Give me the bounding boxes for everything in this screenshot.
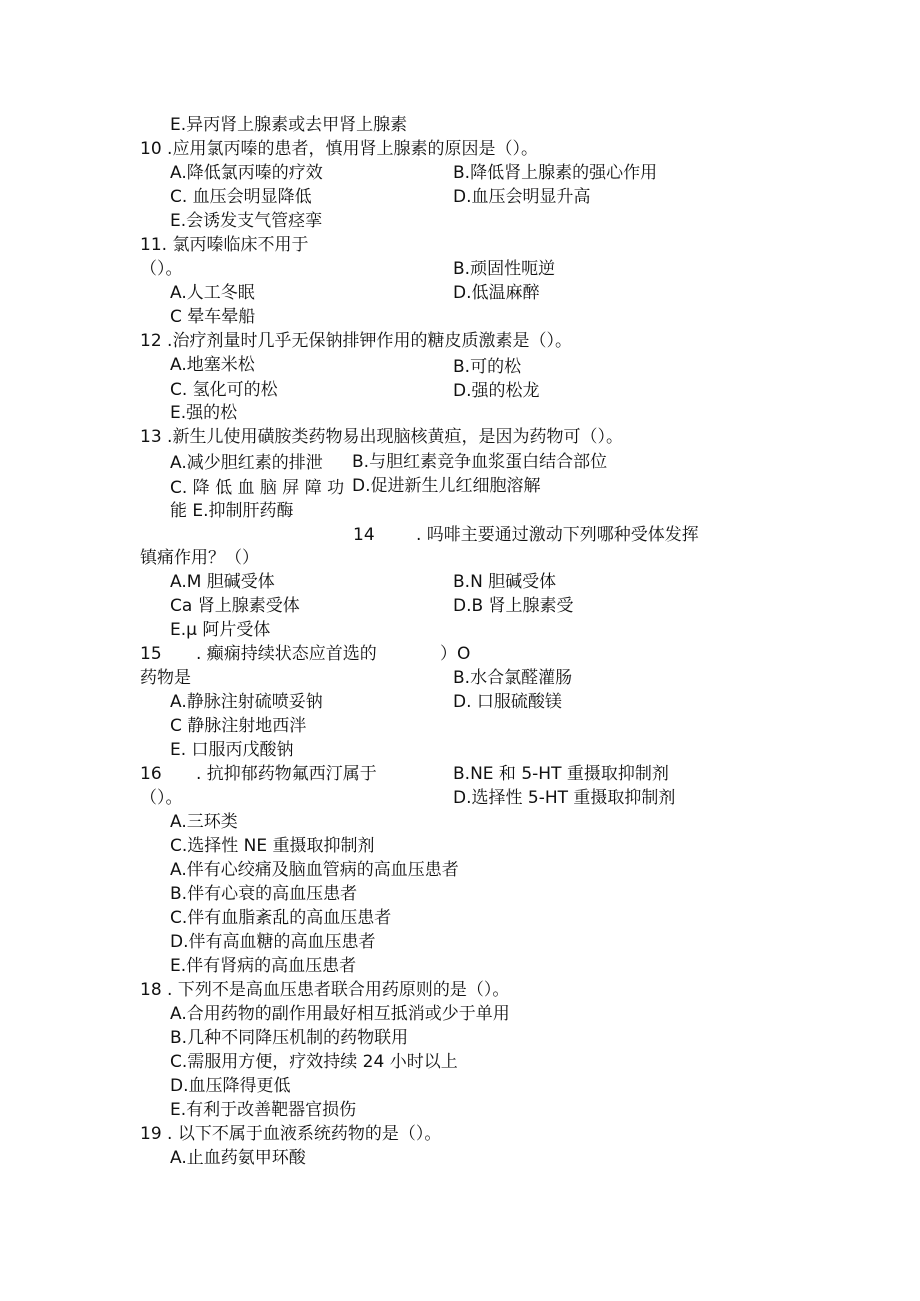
text-line: D.血压会明显升高 — [453, 187, 591, 207]
text-line: A.地塞米松 — [170, 355, 255, 375]
text-line: 13 .新生儿使用磺胺类药物易出现脑核黄疸，是因为药物可（）。 — [140, 427, 623, 447]
text-line: A.止血药氨甲环酸 — [170, 1148, 306, 1168]
text-line: 10 .应用氯丙嗪的患者，慎用肾上腺素的原因是（）。 — [140, 139, 538, 159]
text-line: E.异丙肾上腺素或去甲肾上腺素 — [170, 115, 408, 135]
text-line: D.伴有高血糖的高血压患者 — [170, 932, 376, 952]
text-line: D.血压降得更低 — [170, 1076, 291, 1096]
text-line: 19 . 以下不属于血液系统药物的是（）。 — [140, 1124, 442, 1144]
text-line: A.M 胆碱受体 — [170, 572, 275, 592]
text-line: ）O — [440, 644, 471, 664]
text-line: D.强的松龙 — [453, 381, 540, 401]
text-line: B.顽固性呃逆 — [453, 259, 556, 279]
text-line: C. 氢化可的松 — [170, 380, 278, 400]
text-line: D. 口服硫酸镁 — [453, 692, 562, 712]
text-line: C.伴有血脂紊乱的高血压患者 — [170, 908, 392, 928]
text-line: A.三环类 — [170, 812, 238, 832]
text-line: D.低温麻醉 — [453, 283, 540, 303]
text-line: A.减少胆红素的排泄 — [170, 453, 323, 473]
text-line: . 癫痫持续状态应首选的 — [196, 644, 377, 664]
text-line: （）。 — [140, 259, 183, 279]
text-line: B.水合氯醛灌肠 — [453, 668, 573, 688]
text-line: E.强的松 — [170, 403, 238, 423]
text-line: 14 — [353, 525, 375, 545]
text-line: A.静脉注射硫喷妥钠 — [170, 692, 323, 712]
text-line: E.伴有肾病的高血压患者 — [170, 956, 357, 976]
text-line: Ca 肾上腺素受体 — [170, 596, 300, 616]
text-line: C 晕车晕船 — [170, 307, 256, 327]
text-line: . 吗啡主要通过激动下列哪种受体发挥 — [416, 525, 699, 545]
text-line: 18 . 下列不是高血压患者联合用药原则的是（）。 — [140, 980, 510, 1000]
text-line: C 静脉注射地西泮 — [170, 716, 307, 736]
text-line: D.促进新生儿红细胞溶解 — [352, 476, 541, 496]
text-line: B.降低肾上腺素的强心作用 — [453, 163, 658, 183]
text-line: C. 血压会明显降低 — [170, 187, 312, 207]
text-line: B.几种不同降压机制的药物联用 — [170, 1028, 409, 1048]
text-line: C. 降 低 血 脑 屏 障 功 — [170, 478, 345, 498]
text-line: C.选择性 NE 重摄取抑制剂 — [170, 836, 375, 856]
text-line: A.人工冬眠 — [170, 283, 255, 303]
text-line: E.会诱发支气管痉挛 — [170, 211, 323, 231]
text-line: E.μ 阿片受体 — [170, 620, 271, 640]
text-line: （）。 — [140, 788, 183, 808]
text-line: 16 — [140, 764, 162, 784]
text-line: 能 E.抑制肝药酶 — [170, 501, 294, 521]
text-line: C.需服用方便，疗效持续 24 小时以上 — [170, 1052, 458, 1072]
text-line: B.N 胆碱受体 — [453, 572, 557, 592]
text-line: 药物是 — [140, 668, 191, 688]
text-line: B.可的松 — [453, 357, 522, 377]
text-line: B.与胆红素竞争血浆蛋白结合部位 — [352, 452, 608, 472]
text-line: D.B 肾上腺素受 — [453, 596, 574, 616]
text-line: . 抗抑郁药物氟西汀属于 — [196, 764, 377, 784]
text-line: A.伴有心绞痛及脑血管病的高血压患者 — [170, 860, 459, 880]
text-line: B.NE 和 5-HT 重摄取抑制剂 — [453, 764, 669, 784]
text-line: A.合用药物的副作用最好相互抵消或少于单用 — [170, 1004, 510, 1024]
text-line: B.伴有心衰的高血压患者 — [170, 884, 358, 904]
text-line: 镇痛作用？（） — [140, 548, 259, 568]
text-line: A.降低氯丙嗪的疗效 — [170, 163, 323, 183]
text-line: D.选择性 5-HT 重摄取抑制剂 — [453, 788, 676, 808]
text-line: 15 — [140, 644, 162, 664]
text-line: 11. 氯丙嗪临床不用于 — [140, 235, 309, 255]
text-line: 12 .治疗剂量时几乎无保钠排钾作用的糖皮质激素是（）。 — [140, 331, 572, 351]
text-line: E.有利于改善靶器官损伤 — [170, 1100, 357, 1120]
text-line: E. 口服丙戊酸钠 — [170, 740, 294, 760]
